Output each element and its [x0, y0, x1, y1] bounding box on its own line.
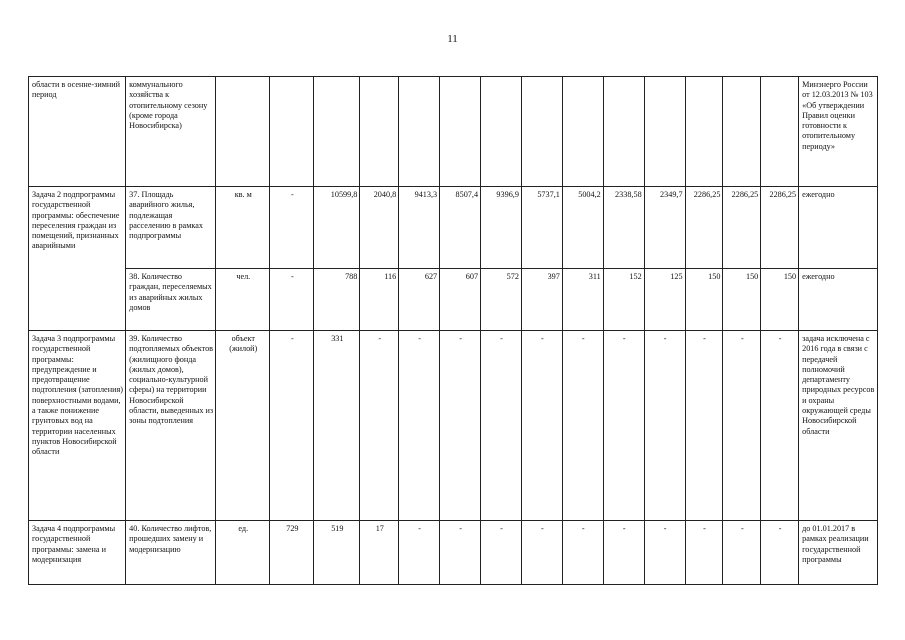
value-cell: -: [685, 521, 723, 585]
value-cell: [399, 77, 440, 187]
value-cell: 2286,25: [761, 187, 799, 269]
note-cell: Минэнерго России от 12.03.2013 № 103 «Об утверждении Правил оценки готовности к отопительному периоду»: [799, 77, 878, 187]
value-cell: -: [723, 331, 761, 521]
value-cell: -: [761, 521, 799, 585]
value-cell: 519: [314, 521, 360, 585]
value-cell: 331: [314, 331, 360, 521]
value-cell: 116: [360, 269, 399, 331]
value-cell: 311: [562, 269, 603, 331]
value-cell: 2286,25: [723, 187, 761, 269]
value-cell: -: [270, 187, 314, 269]
value-cell: 2338,58: [603, 187, 644, 269]
table-row: [29, 187, 878, 269]
note-cell: ежегодно: [799, 187, 878, 269]
value-cell: [562, 77, 603, 187]
value-cell: -: [562, 331, 603, 521]
value-cell: [521, 77, 562, 187]
table-row: [29, 269, 878, 331]
value-cell: 397: [521, 269, 562, 331]
value-cell: -: [481, 331, 522, 521]
unit-cell: ед.: [216, 521, 270, 585]
value-cell: [603, 77, 644, 187]
unit-cell: чел.: [216, 269, 270, 331]
value-cell: -: [521, 331, 562, 521]
table-row: [29, 521, 878, 585]
value-cell: -: [521, 521, 562, 585]
value-cell: -: [440, 521, 481, 585]
value-cell: -: [685, 331, 723, 521]
value-cell: 572: [481, 269, 522, 331]
value-cell: 150: [685, 269, 723, 331]
value-cell: -: [723, 521, 761, 585]
value-cell: 9396,9: [481, 187, 522, 269]
indicator-cell: 40. Количество лифтов, прошедших замену и модернизацию: [126, 521, 216, 585]
value-cell: -: [360, 331, 399, 521]
value-cell: 10599,8: [314, 187, 360, 269]
value-cell: 17: [360, 521, 399, 585]
table-row: [29, 331, 878, 521]
indicator-cell: 37. Площадь аварийного жилья, подлежащая расселению в рамках подпрограммы: [126, 187, 216, 269]
page-number: 11: [447, 33, 458, 45]
value-cell: -: [399, 331, 440, 521]
unit-cell: кв. м: [216, 187, 270, 269]
value-cell: 150: [761, 269, 799, 331]
task-cell: области в осенне-зимний период: [29, 77, 126, 187]
indicators-table: [28, 76, 878, 585]
value-cell: 2286,25: [685, 187, 723, 269]
value-cell: [360, 77, 399, 187]
value-cell: 607: [440, 269, 481, 331]
value-cell: 150: [723, 269, 761, 331]
value-cell: 5004,2: [562, 187, 603, 269]
value-cell: -: [562, 521, 603, 585]
value-cell: 5737,1: [521, 187, 562, 269]
value-cell: [723, 77, 761, 187]
value-cell: 729: [270, 521, 314, 585]
indicator-cell: 38. Количество граждан, переселяемых из аварийных жилых домов: [126, 269, 216, 331]
value-cell: -: [399, 521, 440, 585]
value-cell: -: [603, 331, 644, 521]
value-cell: 9413,3: [399, 187, 440, 269]
task-cell: Задача 3 подпрограммы государственной программы: предупреждение и предотвращение подтопления (затопления) поверхностными водами, а также понижение грунтовых вод на территории населенных пунктов Новосибирской области: [29, 331, 126, 521]
value-cell: [685, 77, 723, 187]
value-cell: 2349,7: [644, 187, 685, 269]
note-cell: ежегодно: [799, 269, 878, 331]
value-cell: -: [644, 331, 685, 521]
value-cell: -: [644, 521, 685, 585]
task-cell: Задача 4 подпрограммы государственной программы: замена и модернизация: [29, 521, 126, 585]
value-cell: [314, 77, 360, 187]
table-row: [29, 77, 878, 187]
value-cell: 788: [314, 269, 360, 331]
value-cell: [481, 77, 522, 187]
value-cell: -: [603, 521, 644, 585]
value-cell: 2040,8: [360, 187, 399, 269]
indicator-cell: коммунального хозяйства к отопительному сезону (кроме города Новосибирска): [126, 77, 216, 187]
value-cell: [270, 77, 314, 187]
value-cell: -: [481, 521, 522, 585]
value-cell: 152: [603, 269, 644, 331]
unit-cell: [216, 77, 270, 187]
value-cell: -: [761, 331, 799, 521]
value-cell: 125: [644, 269, 685, 331]
indicator-cell: 39. Количество подтопляемых объектов (жилищного фонда (жилых домов), социально-культурной сферы) на территории Новосибирской области, выведенных из зоны подтопления: [126, 331, 216, 521]
value-cell: -: [270, 269, 314, 331]
value-cell: 627: [399, 269, 440, 331]
value-cell: [761, 77, 799, 187]
unit-cell: объект (жилой): [216, 331, 270, 521]
task-cell: Задача 2 подпрограммы государственной программы: обеспечение переселения граждан из помещений, признанных аварийными: [29, 187, 126, 331]
value-cell: [440, 77, 481, 187]
value-cell: 8507,4: [440, 187, 481, 269]
note-cell: до 01.01.2017 в рамках реализации государственной программы: [799, 521, 878, 585]
value-cell: [644, 77, 685, 187]
value-cell: -: [270, 331, 314, 521]
value-cell: -: [440, 331, 481, 521]
note-cell: задача исключена с 2016 года в связи с передачей полномочий департаменту природных ресурсов и охраны окружающей среды Новосибирской области: [799, 331, 878, 521]
